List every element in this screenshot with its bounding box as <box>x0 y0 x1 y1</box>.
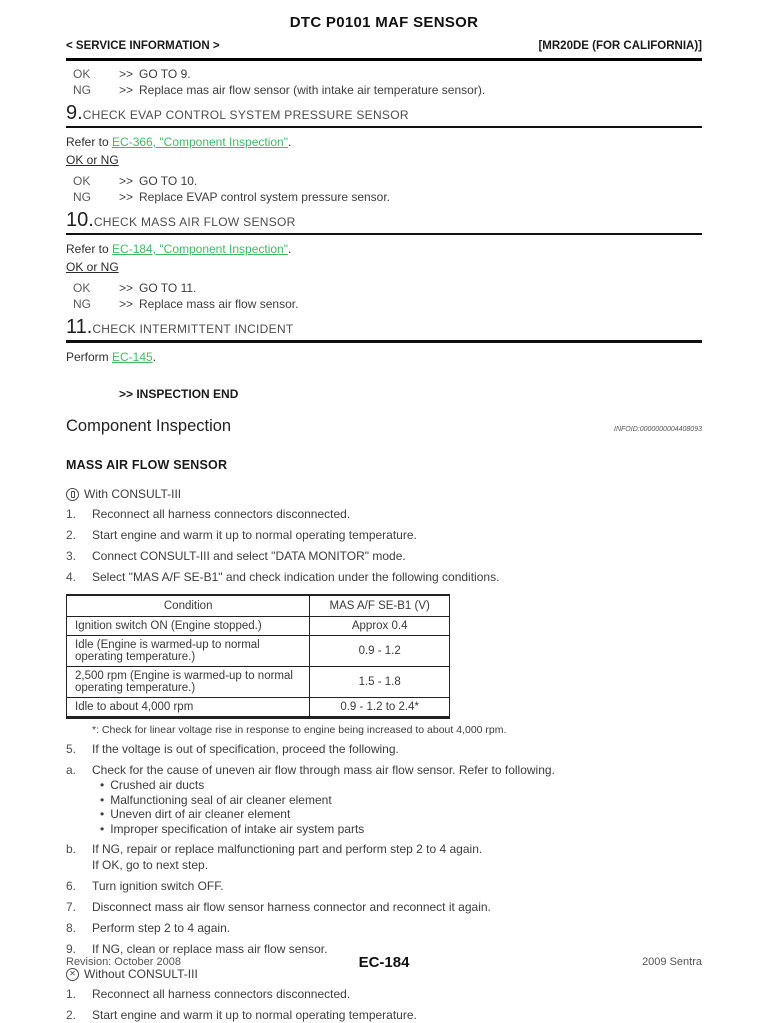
step-text: Turn ignition switch OFF. <box>92 879 224 893</box>
result-marker: >> <box>119 67 134 81</box>
step-text: If the voltage is out of specification, proceed the following. <box>92 742 399 756</box>
consult-step <box>66 1007 702 1023</box>
service-information-label: < SERVICE INFORMATION > <box>66 40 220 52</box>
table-header-row <box>67 595 450 617</box>
table-row <box>67 617 450 636</box>
refer-prefix: Refer to <box>66 242 113 256</box>
result-label: NG <box>73 190 91 204</box>
procedure-step <box>66 920 702 936</box>
step-10-results <box>66 275 702 315</box>
perform-suffix: . <box>152 350 157 364</box>
step-num: 2. <box>66 1008 77 1022</box>
result-label: NG <box>73 297 91 311</box>
bullet-text: Improper specification of intake air system parts <box>110 821 365 836</box>
step-text: Perform step 2 to 4 again. <box>92 921 231 935</box>
result-label: OK <box>73 174 91 188</box>
refer-prefix: Refer to <box>66 135 113 149</box>
footer-revision: Revision: October 2008 <box>66 956 181 968</box>
step-num: 6. <box>66 879 77 893</box>
page-footer <box>66 953 702 971</box>
procedure-step <box>66 841 702 857</box>
consult-step <box>66 569 702 585</box>
table-row <box>67 698 450 718</box>
perform-prefix: Perform <box>66 350 113 364</box>
step-text: Select "MAS A/F SE-B1" and check indication under the following conditions. <box>92 570 500 584</box>
perform-line <box>66 350 702 365</box>
bullet-glyph: • <box>100 778 105 792</box>
condition-cell: Idle to about 4,000 rpm <box>67 698 310 718</box>
bullet-item <box>100 822 702 837</box>
step-9-results <box>66 168 702 208</box>
bullet-item <box>100 807 702 822</box>
ok-or-ng-label: OK or NG <box>66 153 119 167</box>
procedure-step <box>66 878 702 894</box>
component-inspection-heading: Component Inspection <box>66 417 232 435</box>
header-row <box>66 40 702 61</box>
bullet-item <box>100 793 702 808</box>
result-action: GO TO 11. <box>139 281 197 295</box>
step-num: b. <box>66 842 77 856</box>
refer-line <box>66 135 702 150</box>
step-text: Start engine and warm it up to normal operating temperature. <box>92 1008 417 1022</box>
bullet-text: Malfunctioning seal of air cleaner element <box>110 792 332 807</box>
result-action: GO TO 10. <box>139 174 198 188</box>
result-marker: >> <box>119 83 134 97</box>
result-row <box>66 280 702 296</box>
step-9-header <box>66 102 702 128</box>
result-row <box>66 296 702 312</box>
consult-step <box>66 986 702 1002</box>
refer-suffix: . <box>287 242 292 256</box>
value-cell: 0.9 - 1.2 <box>310 636 450 667</box>
step-num: 4. <box>66 570 77 584</box>
with-consult-label: With CONSULT-III <box>84 487 182 501</box>
value-cell: 1.5 - 1.8 <box>310 667 450 698</box>
value-cell: 0.9 - 1.2 to 2.4* <box>310 698 450 718</box>
bullet-glyph: • <box>100 821 105 836</box>
procedure-step <box>66 741 702 757</box>
result-row <box>66 189 702 205</box>
footer-model: 2009 Sentra <box>642 956 702 968</box>
bullet-glyph: • <box>100 792 105 807</box>
step-number: 9. <box>66 102 83 124</box>
step-num: 5. <box>66 742 77 756</box>
result-row <box>66 173 702 189</box>
step-num: 7. <box>66 900 77 914</box>
ec-184-link[interactable]: EC-184, "Component Inspection" <box>112 242 288 256</box>
step-num: 9. <box>66 942 77 956</box>
step-text: If NG, clean or replace mass air flow sensor. <box>92 942 328 956</box>
step-11-header <box>66 316 702 343</box>
table-row <box>67 636 450 667</box>
consult-step <box>66 506 702 522</box>
consult-step <box>66 527 702 543</box>
result-row <box>66 66 702 82</box>
result-marker: >> <box>119 174 134 188</box>
result-marker: >> <box>119 281 134 295</box>
bullet-glyph: • <box>100 807 105 821</box>
step-10-header <box>66 209 702 235</box>
top-results <box>66 61 702 101</box>
page-title: DTC P0101 MAF SENSOR <box>289 14 479 31</box>
result-label: OK <box>73 281 91 295</box>
step-number: 10. <box>66 209 94 231</box>
result-action: GO TO 9. <box>139 67 191 81</box>
infoid-label: INFOID:0000000004408093 <box>614 426 702 433</box>
condition-cell: 2,500 rpm (Engine is warmed-up to normal operating temperature.) <box>67 667 310 698</box>
without-consult-icon: ✕ <box>66 968 79 981</box>
table-header-condition: Condition <box>67 595 310 617</box>
bullet-text: Crushed air ducts <box>110 778 205 792</box>
refer-line <box>66 242 702 257</box>
step-num: 1. <box>66 987 77 1001</box>
bullet-text: Uneven dirt of air cleaner element <box>110 807 291 821</box>
step-text: Reconnect all harness connectors disconnected. <box>92 987 351 1001</box>
procedure-step <box>66 899 702 915</box>
step-title: CHECK MASS AIR FLOW SENSOR <box>93 215 296 229</box>
step-text: Reconnect all harness connectors disconnected. <box>92 507 351 521</box>
result-row <box>66 82 702 98</box>
ec-366-link[interactable]: EC-366, "Component Inspection" <box>112 135 288 149</box>
value-cell: Approx 0.4 <box>310 617 450 636</box>
result-label: NG <box>73 83 91 97</box>
procedure-step <box>66 762 702 778</box>
table-header-value: MAS A/F SE-B1 (V) <box>310 595 450 617</box>
ec-145-link[interactable]: EC-145 <box>112 350 153 364</box>
result-marker: >> <box>119 190 134 204</box>
step-num: 3. <box>66 549 77 563</box>
result-label: OK <box>73 67 91 81</box>
table-row <box>67 667 450 698</box>
step-text: If NG, repair or replace malfunctioning part and perform step 2 to 4 again. <box>92 842 483 856</box>
inspection-end-label: >> INSPECTION END <box>119 387 239 401</box>
refer-suffix: . <box>287 135 292 149</box>
consult-step <box>66 548 702 564</box>
engine-variant-label: [MR20DE (FOR CALIFORNIA)] <box>538 40 702 52</box>
footer-page-number: EC-184 <box>358 953 410 971</box>
spec-table <box>66 594 450 719</box>
without-consult-label: Without CONSULT-III <box>84 967 198 981</box>
condition-cell: Ignition switch ON (Engine stopped.) <box>67 617 310 636</box>
step-text: Start engine and warm it up to normal operating temperature. <box>92 528 417 542</box>
component-inspection-heading-row <box>66 417 702 436</box>
step-num: 1. <box>66 507 77 521</box>
result-marker: >> <box>119 297 134 311</box>
step-text: Check for the cause of uneven air flow through mass air flow sensor. Refer to following. <box>92 763 555 777</box>
table-footnote: *: Check for linear voltage rise in response to engine being increased to about 4,000 rpm. <box>92 724 507 736</box>
with-consult-line <box>66 487 702 501</box>
step-b-second-line: If OK, go to next step. <box>92 858 209 872</box>
condition-cell: Idle (Engine is warmed-up to normal operating temperature.) <box>67 636 310 667</box>
sensor-heading: MASS AIR FLOW SENSOR <box>66 458 228 472</box>
step-text: Disconnect mass air flow sensor harness connector and reconnect it again. <box>92 900 491 914</box>
step-num: 8. <box>66 921 77 935</box>
result-action: Replace mas air flow sensor (with intake air temperature sensor). <box>139 83 486 97</box>
step-title: CHECK EVAP CONTROL SYSTEM PRESSURE SENSOR <box>82 108 409 122</box>
with-consult-icon <box>66 488 79 501</box>
result-action: Replace mass air flow sensor. <box>139 297 299 311</box>
result-action: Replace EVAP control system pressure sensor. <box>139 190 391 204</box>
step-title: CHECK INTERMITTENT INCIDENT <box>92 322 294 336</box>
step-text: Connect CONSULT-III and select "DATA MONITOR" mode. <box>92 549 406 563</box>
step-num: a. <box>66 763 77 777</box>
step-number: 11. <box>66 316 93 338</box>
step-num: 2. <box>66 528 77 542</box>
ok-or-ng-label: OK or NG <box>66 260 119 274</box>
bullet-item <box>100 778 702 793</box>
